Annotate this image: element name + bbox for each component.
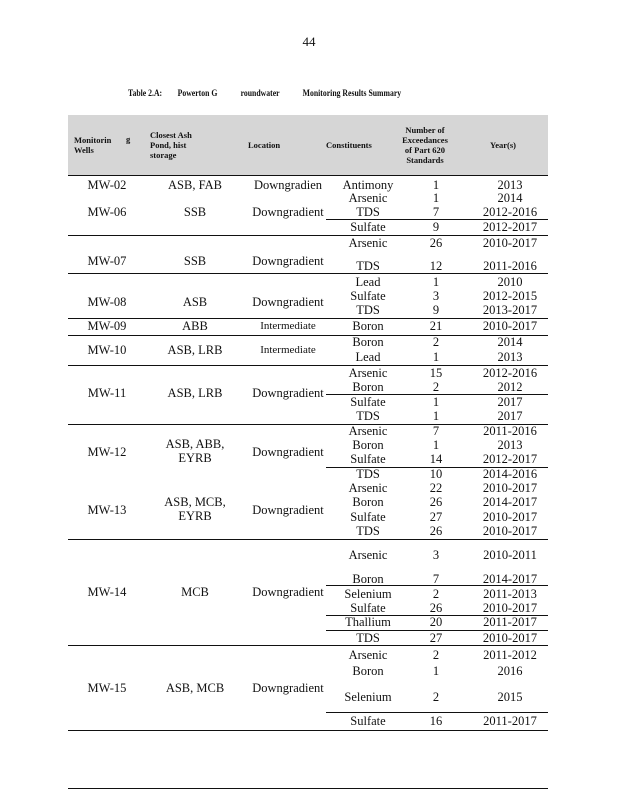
exceedance-count: 12 [429,258,443,273]
constituent: Boron [352,437,384,452]
constituent: Selenium [344,586,392,601]
table-caption: Table 2.A: Powerton G roundwater Monitoring Results Summary [128,88,402,98]
row-divider [326,585,548,586]
years: 2016 [497,663,523,678]
header-num-line4: Standards [406,155,444,166]
well-id: MW-07 [87,253,127,268]
group-divider [68,539,548,540]
years: 2011-2012 [483,647,537,662]
well-id: MW-13 [87,502,127,517]
well-id: MW-14 [87,584,127,599]
well-id: MW-15 [87,680,127,695]
years: 2011-2017 [483,614,537,629]
header-closest-ash-pond [150,115,220,175]
header-pond-line2: Pond, hist [150,139,187,150]
closest-ash-pond-line: EYRB [178,508,212,523]
closest-ash-pond [160,585,230,600]
row-divider [326,615,548,616]
constituent: Arsenic [348,365,388,380]
years: 2012-2017 [482,219,538,234]
group-divider [68,645,548,646]
years: 2010-2011 [483,547,537,562]
header-num-line3: of Part 620 [404,145,446,155]
closest-ash-pond [160,319,230,334]
group-divider [68,175,548,176]
well-id: MW-11 [87,385,127,400]
header-exceedances [398,115,452,175]
row-divider [326,467,548,468]
exceedance-count: 1 [432,663,440,678]
exceedance-count: 7 [432,571,440,586]
constituent: Sulfate [350,288,386,303]
closest-ash-pond [160,178,230,193]
exceedance-count: 1 [432,437,440,452]
exceedance-count: 2 [432,379,440,394]
row-divider [326,630,548,631]
header-wells [74,115,134,175]
page-number: 44 [302,34,316,49]
exceedance-count: 16 [429,713,443,728]
years: 2011-2016 [483,423,537,438]
exceedance-count: 26 [429,494,443,509]
well-id: MW-02 [87,177,127,192]
years: 2010-2017 [482,235,538,250]
constituent: Antimony [342,177,394,192]
years: 2015 [497,689,523,704]
constituent: Boron [352,334,384,349]
years: 2012-2016 [482,204,538,219]
exceedance-count: 9 [432,302,440,317]
group-divider [68,273,548,274]
closest-ash-pond-line: ASB, FAB [168,177,222,192]
exceedance-count: 26 [429,600,443,615]
closest-ash-pond-line: ASB, LRB [167,342,223,357]
monitoring-results-table [68,115,548,793]
years: 2011-2016 [483,258,537,273]
exceedance-count: 20 [429,614,443,629]
exceedance-count: 10 [429,466,443,481]
group-divider [68,318,548,319]
constituent: Boron [352,494,384,509]
constituent: TDS [356,408,380,423]
closest-ash-pond [160,254,230,269]
constituent: Sulfate [350,451,386,466]
location: Downgradient [252,204,324,219]
years: 2013 [497,349,523,364]
years: 2014 [497,334,523,349]
years: 2012-2017 [482,451,538,466]
years: 2010-2017 [482,523,538,538]
well-id: MW-06 [87,204,127,219]
constituent: Arsenic [348,235,388,250]
constituent: Sulfate [350,219,386,234]
constituent: TDS [356,204,380,219]
years: 2013-2017 [482,302,538,317]
constituent: Boron [352,571,384,586]
years: 2011-2013 [483,586,537,601]
years: 2010-2017 [482,630,538,645]
closest-ash-pond-line: ASB, MCB, [164,495,226,509]
row-divider [326,712,548,713]
group-divider [68,235,548,236]
exceedance-count: 1 [432,394,440,409]
header-pond-line1: Closest Ash [150,129,192,140]
exceedance-count: 14 [429,451,443,466]
exceedance-count: 26 [429,235,443,250]
header-num-line1: Number of [405,124,445,135]
location: Intermediate [260,320,316,332]
location: Downgradient [252,444,324,459]
exceedance-count: 2 [432,689,440,704]
exceedance-count: 26 [429,523,443,538]
header-wells-g: g [126,133,131,144]
years: 2012-2016 [482,365,538,380]
header-wells-line1: Monitorin [74,134,112,145]
exceedance-count: 2 [432,586,440,601]
constituent: Selenium [344,689,392,704]
closest-ash-pond [160,205,230,220]
closest-ash-pond-line: ASB, MCB [165,680,225,695]
constituent: Sulfate [350,394,386,409]
constituent: Arsenic [348,190,388,205]
exceedance-count: 7 [432,204,440,219]
years: 2013 [497,437,523,452]
header-years: Year(s) [490,139,516,150]
closest-ash-pond-line: ASB [182,294,208,309]
header-num-line2: Exceedances [402,134,448,145]
closest-ash-pond-line: MCB [181,584,209,599]
constituent: Arsenic [348,547,388,562]
years: 2014-2017 [482,571,538,586]
constituent: Arsenic [348,647,388,662]
closest-ash-pond-line: SSB [183,253,207,268]
group-divider [68,335,548,336]
exceedance-count: 2 [432,334,440,349]
exceedance-count: 2 [432,647,440,662]
group-divider [68,730,548,731]
exceedance-count: 1 [432,177,440,192]
exceedance-count: 1 [432,349,440,364]
exceedance-count: 27 [429,630,443,645]
constituent: Sulfate [350,713,386,728]
years: 2012-2015 [482,288,538,303]
years: 2010-2017 [482,480,538,495]
closest-ash-pond [160,438,230,466]
constituent: Arsenic [348,480,388,495]
years: 2010-2017 [482,509,538,524]
header-constituents: Constituents [326,139,372,150]
exceedance-count: 1 [432,408,440,423]
group-divider [68,424,548,425]
location: Downgradient [252,584,324,599]
closest-ash-pond-line: ABB [182,318,208,333]
constituent: Lead [355,349,381,364]
location: Downgradient [252,253,324,268]
header-location: Location [248,139,281,150]
exceedance-count: 9 [432,219,440,234]
well-id: MW-10 [87,342,127,357]
constituent: TDS [356,302,380,317]
years: 2012 [497,379,523,394]
exceedance-count: 7 [432,423,440,438]
location: Downgradient [252,294,324,309]
location: Downgradient [252,385,324,400]
location: Downgradien [253,177,323,192]
exceedance-count: 1 [432,274,440,289]
years: 2010-2017 [482,600,538,615]
group-divider [68,365,548,366]
years: 2014 [497,190,523,205]
header-pond-line3: storage [150,150,177,161]
closest-ash-pond [160,295,230,310]
years: 2017 [497,394,523,409]
years: 2013 [497,177,523,192]
years: 2014-2016 [482,466,538,481]
exceedance-count: 3 [432,547,440,562]
exceedance-count: 1 [432,190,440,205]
constituent: Lead [355,274,381,289]
row-divider [326,394,548,395]
years: 2017 [497,408,523,423]
exceedance-count: 21 [429,318,443,333]
table-header [68,115,548,175]
exceedance-count: 3 [432,288,440,303]
constituent: Boron [352,318,384,333]
header-wells-line2: Wells [74,145,94,155]
constituent: TDS [356,466,380,481]
table-bottom-rule [68,788,548,789]
closest-ash-pond [160,681,230,696]
closest-ash-pond-line: EYRB [178,450,212,465]
well-id: MW-09 [87,318,127,333]
constituent: Thallium [345,614,391,629]
well-id: MW-12 [87,444,127,459]
location: Intermediate [260,344,316,356]
closest-ash-pond [160,496,230,524]
exceedance-count: 27 [429,509,443,524]
constituent: Boron [352,663,384,678]
years: 2010 [497,274,523,289]
constituent: Sulfate [350,600,386,615]
closest-ash-pond-line: SSB [183,204,207,219]
exceedance-count: 22 [429,480,443,495]
constituent: Arsenic [348,423,388,438]
closest-ash-pond-line: ASB, ABB, [165,437,225,451]
constituent: TDS [356,523,380,538]
exceedance-count: 15 [429,365,443,380]
constituent: Sulfate [350,509,386,524]
closest-ash-pond [160,386,230,401]
years: 2014-2017 [482,494,538,509]
table-body [68,175,548,793]
location: Downgradient [252,680,324,695]
constituent: TDS [356,258,380,273]
constituent: Boron [352,379,384,394]
closest-ash-pond-line: ASB, LRB [167,385,223,400]
years: 2011-2017 [483,713,537,728]
well-id: MW-08 [87,294,127,309]
years: 2010-2017 [482,318,538,333]
location: Downgradient [252,502,324,517]
constituent: TDS [356,630,380,645]
closest-ash-pond [160,343,230,358]
